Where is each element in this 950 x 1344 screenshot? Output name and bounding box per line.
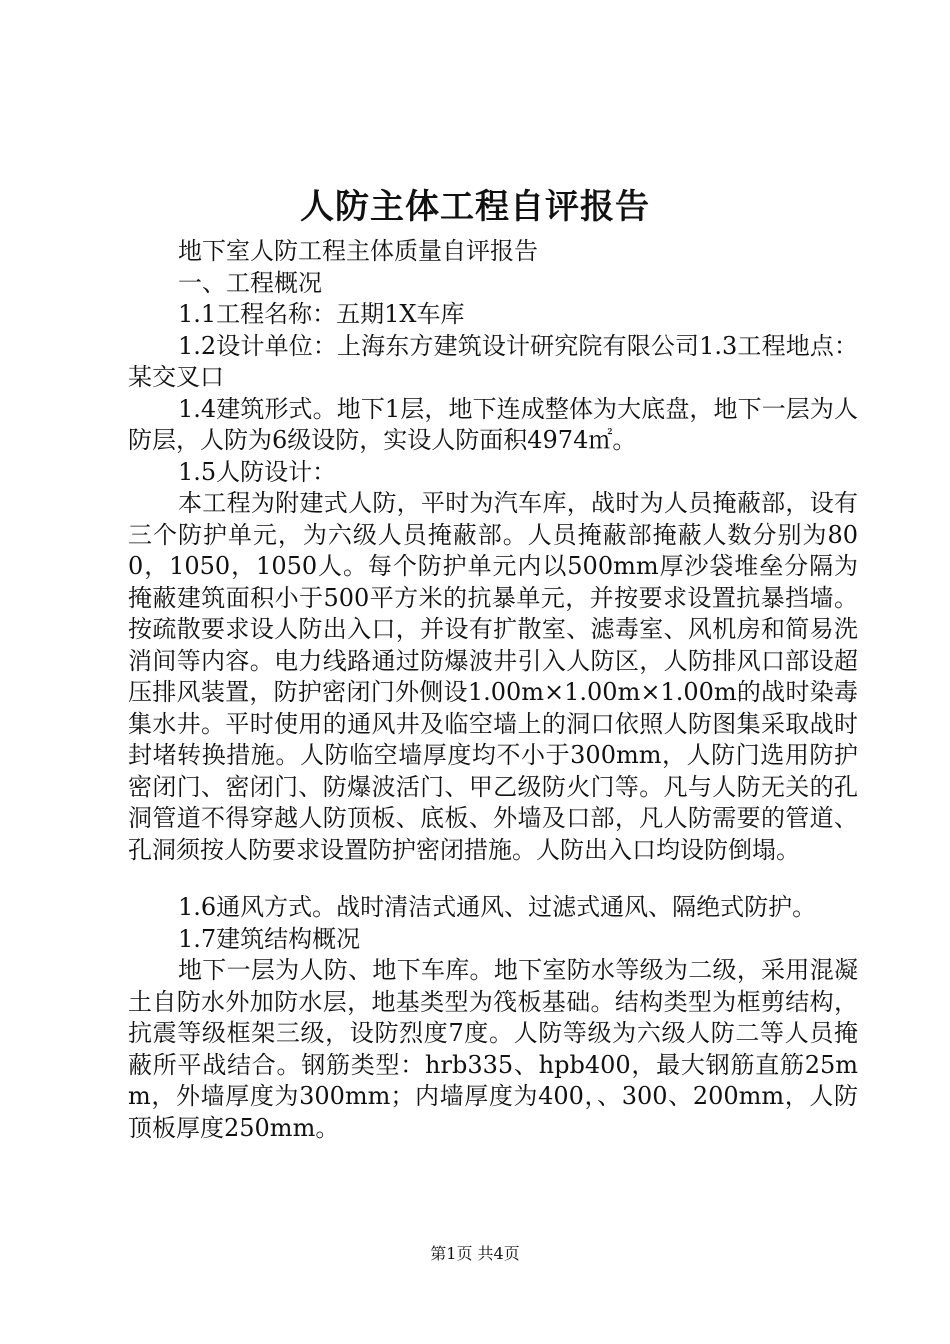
paragraph-subtitle: 地下室人防工程主体质量自评报告 xyxy=(178,237,538,265)
paragraph-structure: 地下一层为人防、地下车库。地下室防水等级为二级，采用混凝土自防水外加防水层，地基类型为筏板基础。结构类型为框剪结构，抗震等级框架三级，设防烈度7度。人防等级为六级人防二等人员掩蔽所平战结合。钢筋类型：hrb335、hpb400，最大钢筋直筋25mm，外墙厚度为300mm；内墙厚度为400，、300、200mm，人防顶板厚度250mm。 xyxy=(128,956,858,1142)
paragraph-civil-defense-design-heading: 1.5人防设计： xyxy=(178,457,337,486)
paragraph-section-heading: 一、工程概况 xyxy=(178,268,322,297)
document-title: 人防主体工程自评报告 xyxy=(300,187,650,227)
document-body xyxy=(128,236,858,1144)
page-number-footer: 第1页 共4页 xyxy=(430,1244,520,1263)
paragraph-structure-heading: 1.7建筑结构概况 xyxy=(178,924,361,953)
paragraph-ventilation: 1.6通风方式。战时清洁式通风、过滤式通风、隔绝式防护。 xyxy=(178,893,817,921)
paragraph-project-name: 1.1工程名称：五期1X车库 xyxy=(178,300,465,328)
paragraph-building-form: 1.4建筑形式。地下1层，地下连成整体为大底盘，地下一层为人防层，人防为6级设防，实设人防面积4974㎡。 xyxy=(128,394,858,454)
paragraph-civil-defense-design: 本工程为附建式人防，平时为汽车库，战时为人员掩蔽部，设有三个防护单元，为六级人员掩蔽部。人员掩蔽部掩蔽人数分别为800，1050，1050人。每个防护单元内以500mm厚沙袋堆垒分隔为掩蔽建筑面积小于500平方米的抗暴单元，并按要求设置抗暴挡墙。按疏散要求设人防出入口，并设有扩散室、滤毒室、风机房和简易洗消间等内容。电力线路通过防爆波井引入人防区，人防排风口部设超压排风装置，防护密闭门外侧设1.00m×1.00m×1.00m的战时染毒集水井。平时使用的通风井及临空墙上的洞口依照人防图集采取战时封堵转换措施。人防临空墙厚度均不小于300mm，人防门选用防护密闭门、密闭门、防爆波活门、甲乙级防火门等。凡与人防无关的孔洞管道不得穿越人防顶板、底板、外墙及口部，凡人防需要的管道、孔洞须按人防要求设置防护密闭措施。人防出入口均设防倒塌。 xyxy=(128,489,858,864)
paragraph-design-unit: 1.2设计单位：上海东方建筑设计研究院有限公司1.3工程地点：某交叉口 xyxy=(128,331,858,391)
